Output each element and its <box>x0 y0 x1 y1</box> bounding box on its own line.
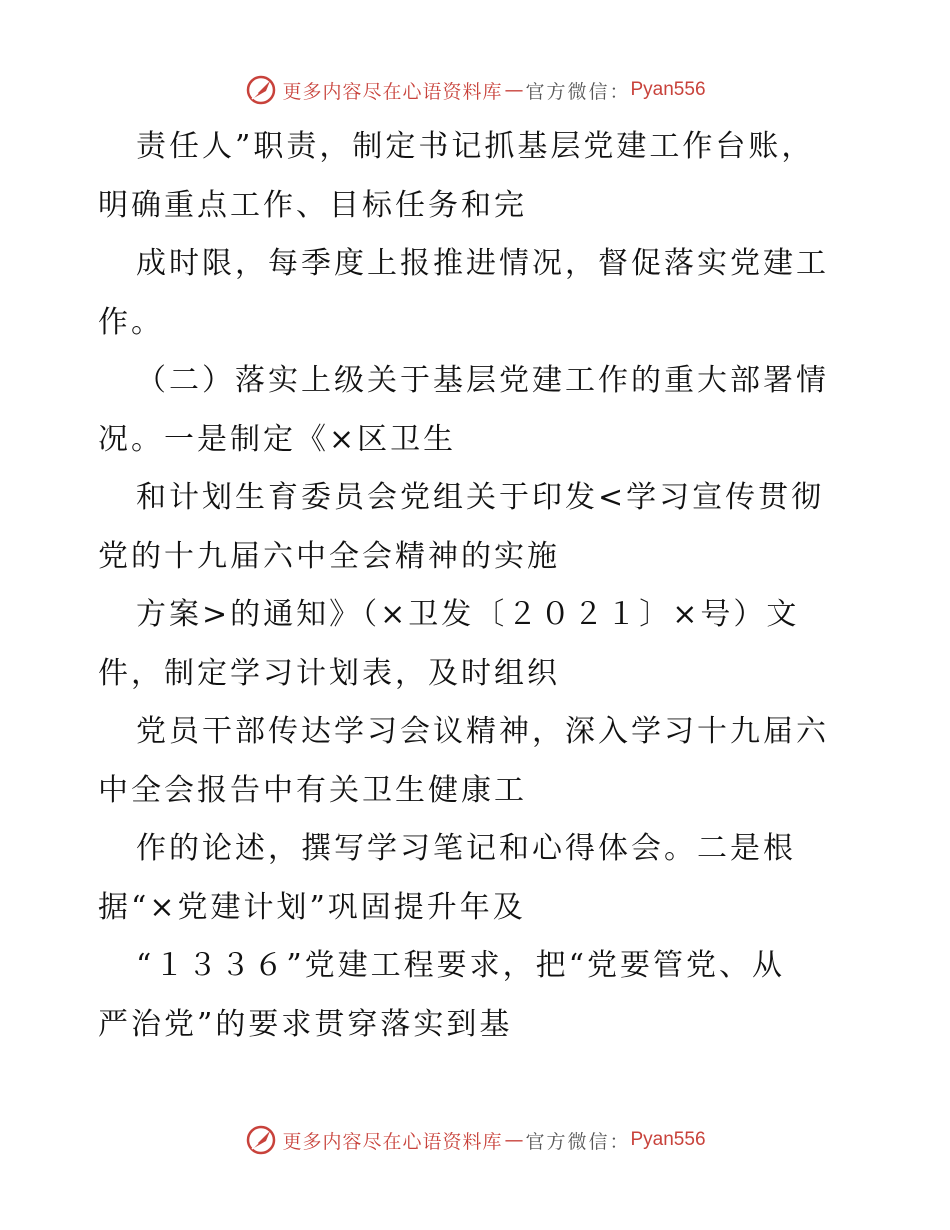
text-line: 党员干部传达学习会议精神，深入学习十九届六 <box>136 714 829 749</box>
text-line: 党的十九届六中全会精神的实施 <box>98 538 560 574</box>
text-line: 方案>的通知》（×卫发〔２０２１〕×号）文 <box>136 597 800 632</box>
watermark-header <box>0 70 950 110</box>
watermark-label: 官方微信： <box>525 1130 631 1153</box>
text-line: 作。 <box>98 304 164 340</box>
watermark-label: 官方微信： <box>525 80 631 103</box>
watermark-footer <box>0 1120 950 1160</box>
document-body <box>98 118 858 1054</box>
watermark-main-text: 更多内容尽在心语资料库 <box>282 1130 503 1153</box>
text-line: 明确重点工作、目标任务和完 <box>98 187 527 223</box>
watermark-dash: — <box>504 1129 524 1151</box>
watermark-main-text: 更多内容尽在心语资料库 <box>282 80 503 103</box>
quill-logo-icon <box>244 73 278 107</box>
quill-logo-icon <box>244 1123 278 1157</box>
text-line: “１３３６”党建工程要求，把“党要管党、从 <box>136 948 786 983</box>
text-line: 责任人”职责，制定书记抓基层党建工作台账， <box>136 129 815 164</box>
text-line: （二）落实上级关于基层党建工作的重大部署情 <box>136 363 829 398</box>
text-line: 件，制定学习计划表，及时组织 <box>98 655 560 691</box>
text-line: 成时限，每季度上报推进情况，督促落实党建工 <box>136 246 829 281</box>
text-line: 中全会报告中有关卫生健康工 <box>98 772 527 808</box>
text-line: 作的论述，撰写学习笔记和心得体会。二是根 <box>136 831 796 866</box>
text-line: 况。一是制定《×区卫生 <box>98 421 457 457</box>
watermark-wechat-id: Pyan556 <box>630 1129 706 1150</box>
text-line: 严治党”的要求贯穿落实到基 <box>98 1006 513 1042</box>
text-line: 据“×党建计划”巩固提升年及 <box>98 889 526 925</box>
watermark-wechat-id: Pyan556 <box>630 79 706 100</box>
watermark-dash: — <box>504 79 524 101</box>
text-line: 和计划生育委员会党组关于印发<学习宣传贯彻 <box>136 480 825 515</box>
